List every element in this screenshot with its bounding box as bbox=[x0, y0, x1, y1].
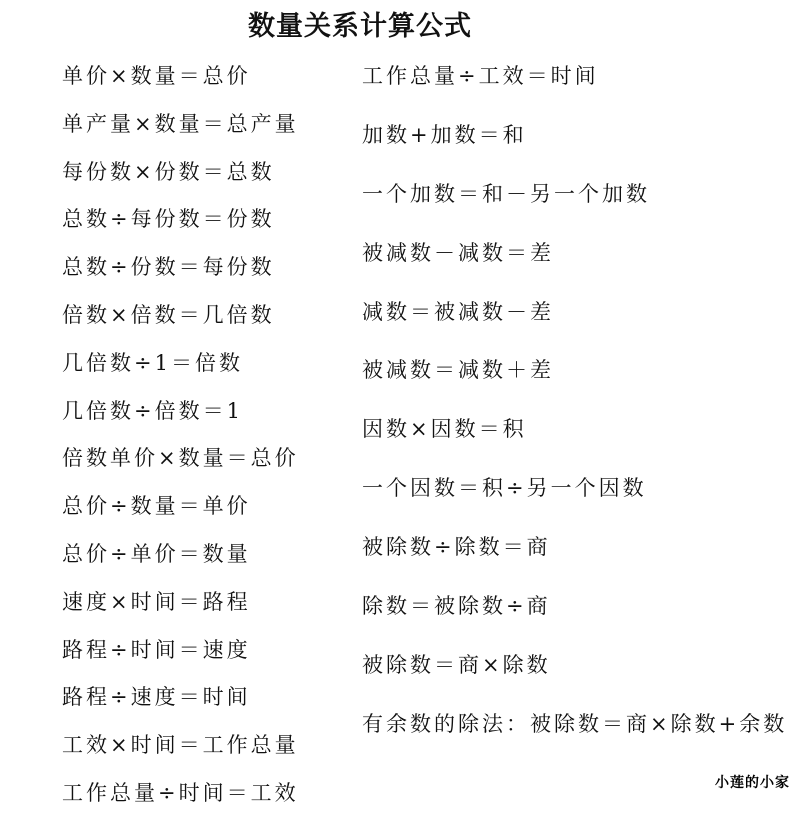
formula-item: 几倍数÷倍数＝1 bbox=[62, 398, 243, 423]
left-formula-column bbox=[62, 55, 299, 820]
formula-item: 路程÷时间＝速度 bbox=[62, 637, 251, 662]
formula-item: 被减数－减数＝差 bbox=[362, 240, 554, 265]
formula-item: 每份数×份数＝总数 bbox=[62, 159, 275, 184]
formula-item: 被除数÷除数＝商 bbox=[362, 535, 551, 560]
formula-item: 总价÷单价＝数量 bbox=[62, 541, 251, 566]
formula-item: 总价÷数量＝单价 bbox=[62, 494, 251, 519]
formula-item: 除数＝被除数÷商 bbox=[362, 594, 551, 619]
formula-item: 单价×数量＝总价 bbox=[62, 64, 251, 88]
formula-item: 工作总量÷工效＝时间 bbox=[362, 64, 599, 88]
formula-item: 一个因数＝积÷另一个因数 bbox=[362, 476, 647, 501]
formula-item: 工效×时间＝工作总量 bbox=[62, 733, 299, 758]
watermark-text: 小莲的小家 bbox=[715, 775, 790, 791]
right-formula-column bbox=[362, 55, 787, 762]
formula-item: 因数×因数＝积 bbox=[362, 417, 527, 442]
formula-item: 工作总量÷时间＝工效 bbox=[62, 780, 299, 805]
formula-item: 总数÷每份数＝份数 bbox=[62, 207, 275, 232]
formula-item: 减数＝被减数－差 bbox=[362, 299, 554, 324]
formula-item: 倍数单价×数量＝总价 bbox=[62, 446, 299, 471]
formula-item: 有余数的除法：被除数＝商×除数+余数 bbox=[362, 711, 788, 736]
formula-item: 倍数×倍数＝几倍数 bbox=[62, 302, 275, 327]
formula-item: 路程÷速度＝时间 bbox=[62, 685, 251, 710]
formula-item: 几倍数÷1＝倍数 bbox=[62, 350, 243, 375]
formula-item: 加数+加数＝和 bbox=[362, 122, 527, 147]
formula-item: 单产量×数量＝总产量 bbox=[62, 111, 299, 136]
formula-item: 速度×时间＝路程 bbox=[62, 589, 251, 614]
formula-item: 一个加数＝和－另一个加数 bbox=[362, 181, 650, 206]
page-title: 数量关系计算公式 bbox=[248, 11, 472, 42]
formula-item: 被除数＝商×除数 bbox=[362, 652, 551, 677]
formula-item: 总数÷份数＝每份数 bbox=[62, 255, 275, 280]
formula-item: 被减数＝减数＋差 bbox=[362, 358, 554, 383]
